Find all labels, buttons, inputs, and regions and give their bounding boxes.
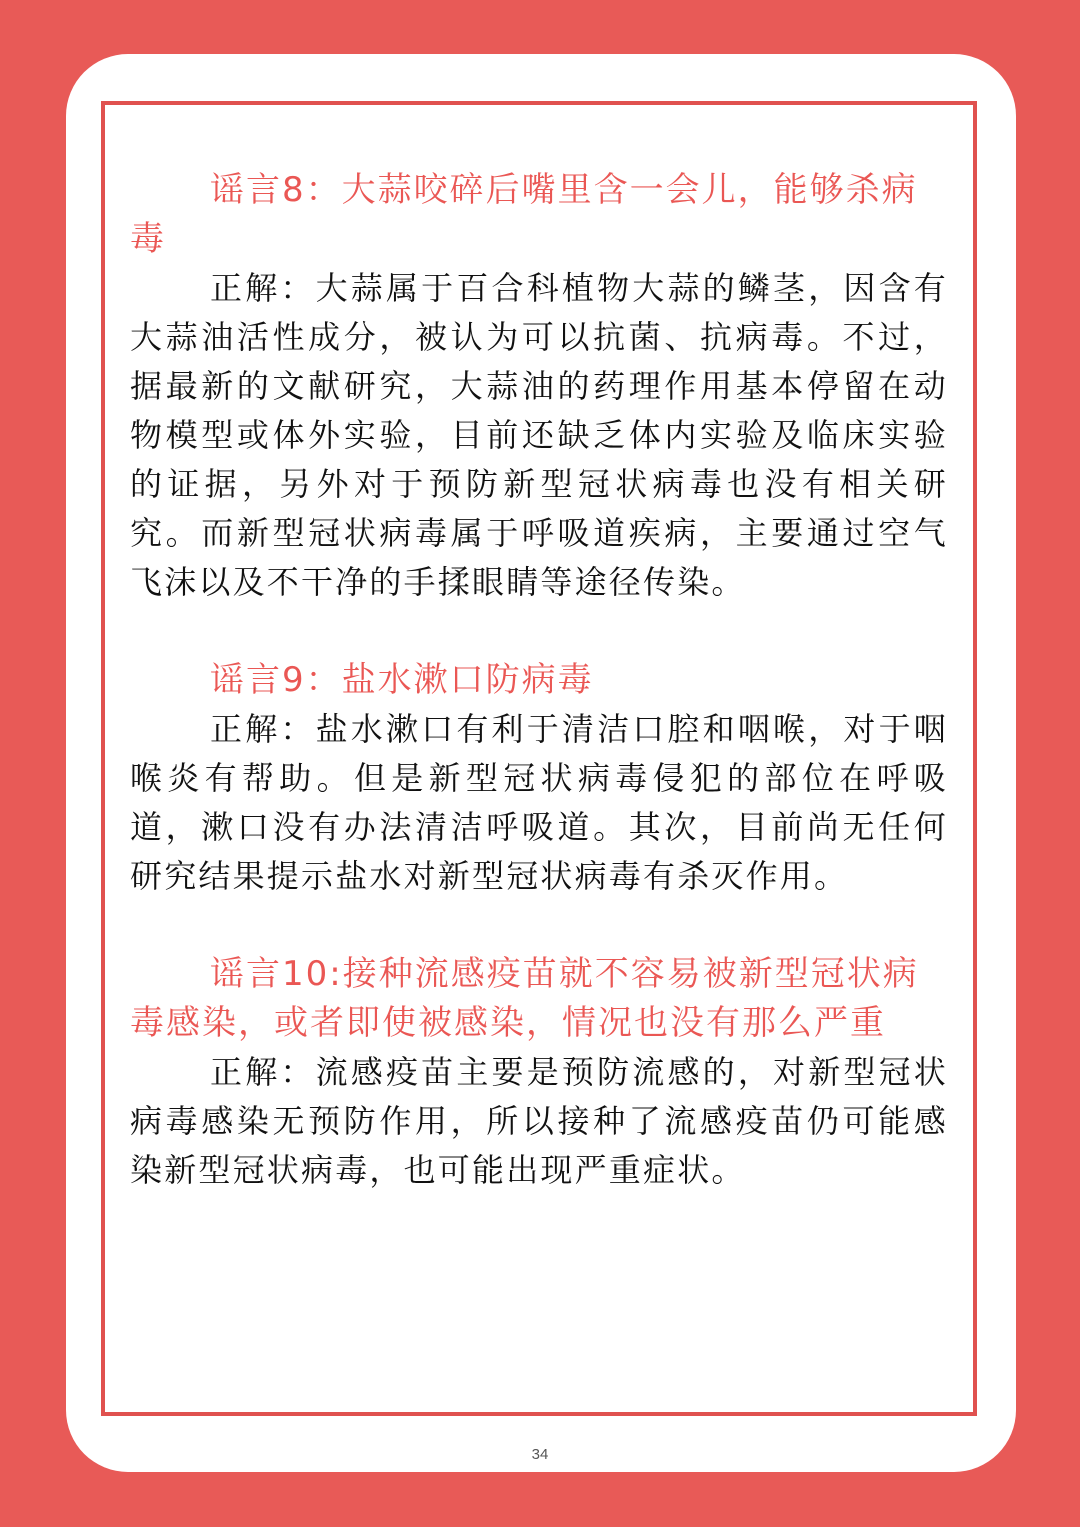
rumor-answer: 正解：大蒜属于百合科植物大蒜的鳞茎，因含有大蒜油活性成分，被认为可以抗菌、抗病毒。不过，据最新的文献研究，大蒜油的药理作用基本停留在动物模型或体外实验，目前还缺乏体内实验及临床实验的证据，另外对于预防新型冠状病毒也没有相关研究。而新型冠状病毒属于呼吸道疾病，主要通过空气飞沫以及不干净的手揉眼睛等途径传染。 xyxy=(130,269,948,601)
rumor-answer: 正解：盐水漱口有利于清洁口腔和咽喉，对于咽喉炎有帮助。但是新型冠状病毒侵犯的部位在呼吸道，漱口没有办法清洁呼吸道。其次，目前尚无任何研究结果提示盐水对新型冠状病毒有杀灭作用。 xyxy=(130,710,948,895)
rumor-heading: 谣言10:接种流感疫苗就不容易被新型冠状病毒感染，或者即使被感染，情况也没有那么严重 xyxy=(130,954,919,1043)
section-spacer xyxy=(130,901,948,950)
rumor-section-10 xyxy=(130,950,948,1195)
rumor-heading: 谣言8：大蒜咬碎后嘴里含一会儿，能够杀病毒 xyxy=(130,170,918,259)
rumor-answer: 正解：流感疫苗主要是预防流感的，对新型冠状病毒感染无预防作用，所以接种了流感疫苗仍可能感染新型冠状病毒，也可能出现严重症状。 xyxy=(130,1053,948,1189)
page-number: 34 xyxy=(531,1446,549,1463)
rumor-section-8 xyxy=(130,166,948,607)
rumor-section-9 xyxy=(130,656,948,901)
section-spacer xyxy=(130,607,948,656)
article-content xyxy=(130,166,948,1195)
rumor-heading: 谣言9：盐水漱口防病毒 xyxy=(210,660,594,700)
